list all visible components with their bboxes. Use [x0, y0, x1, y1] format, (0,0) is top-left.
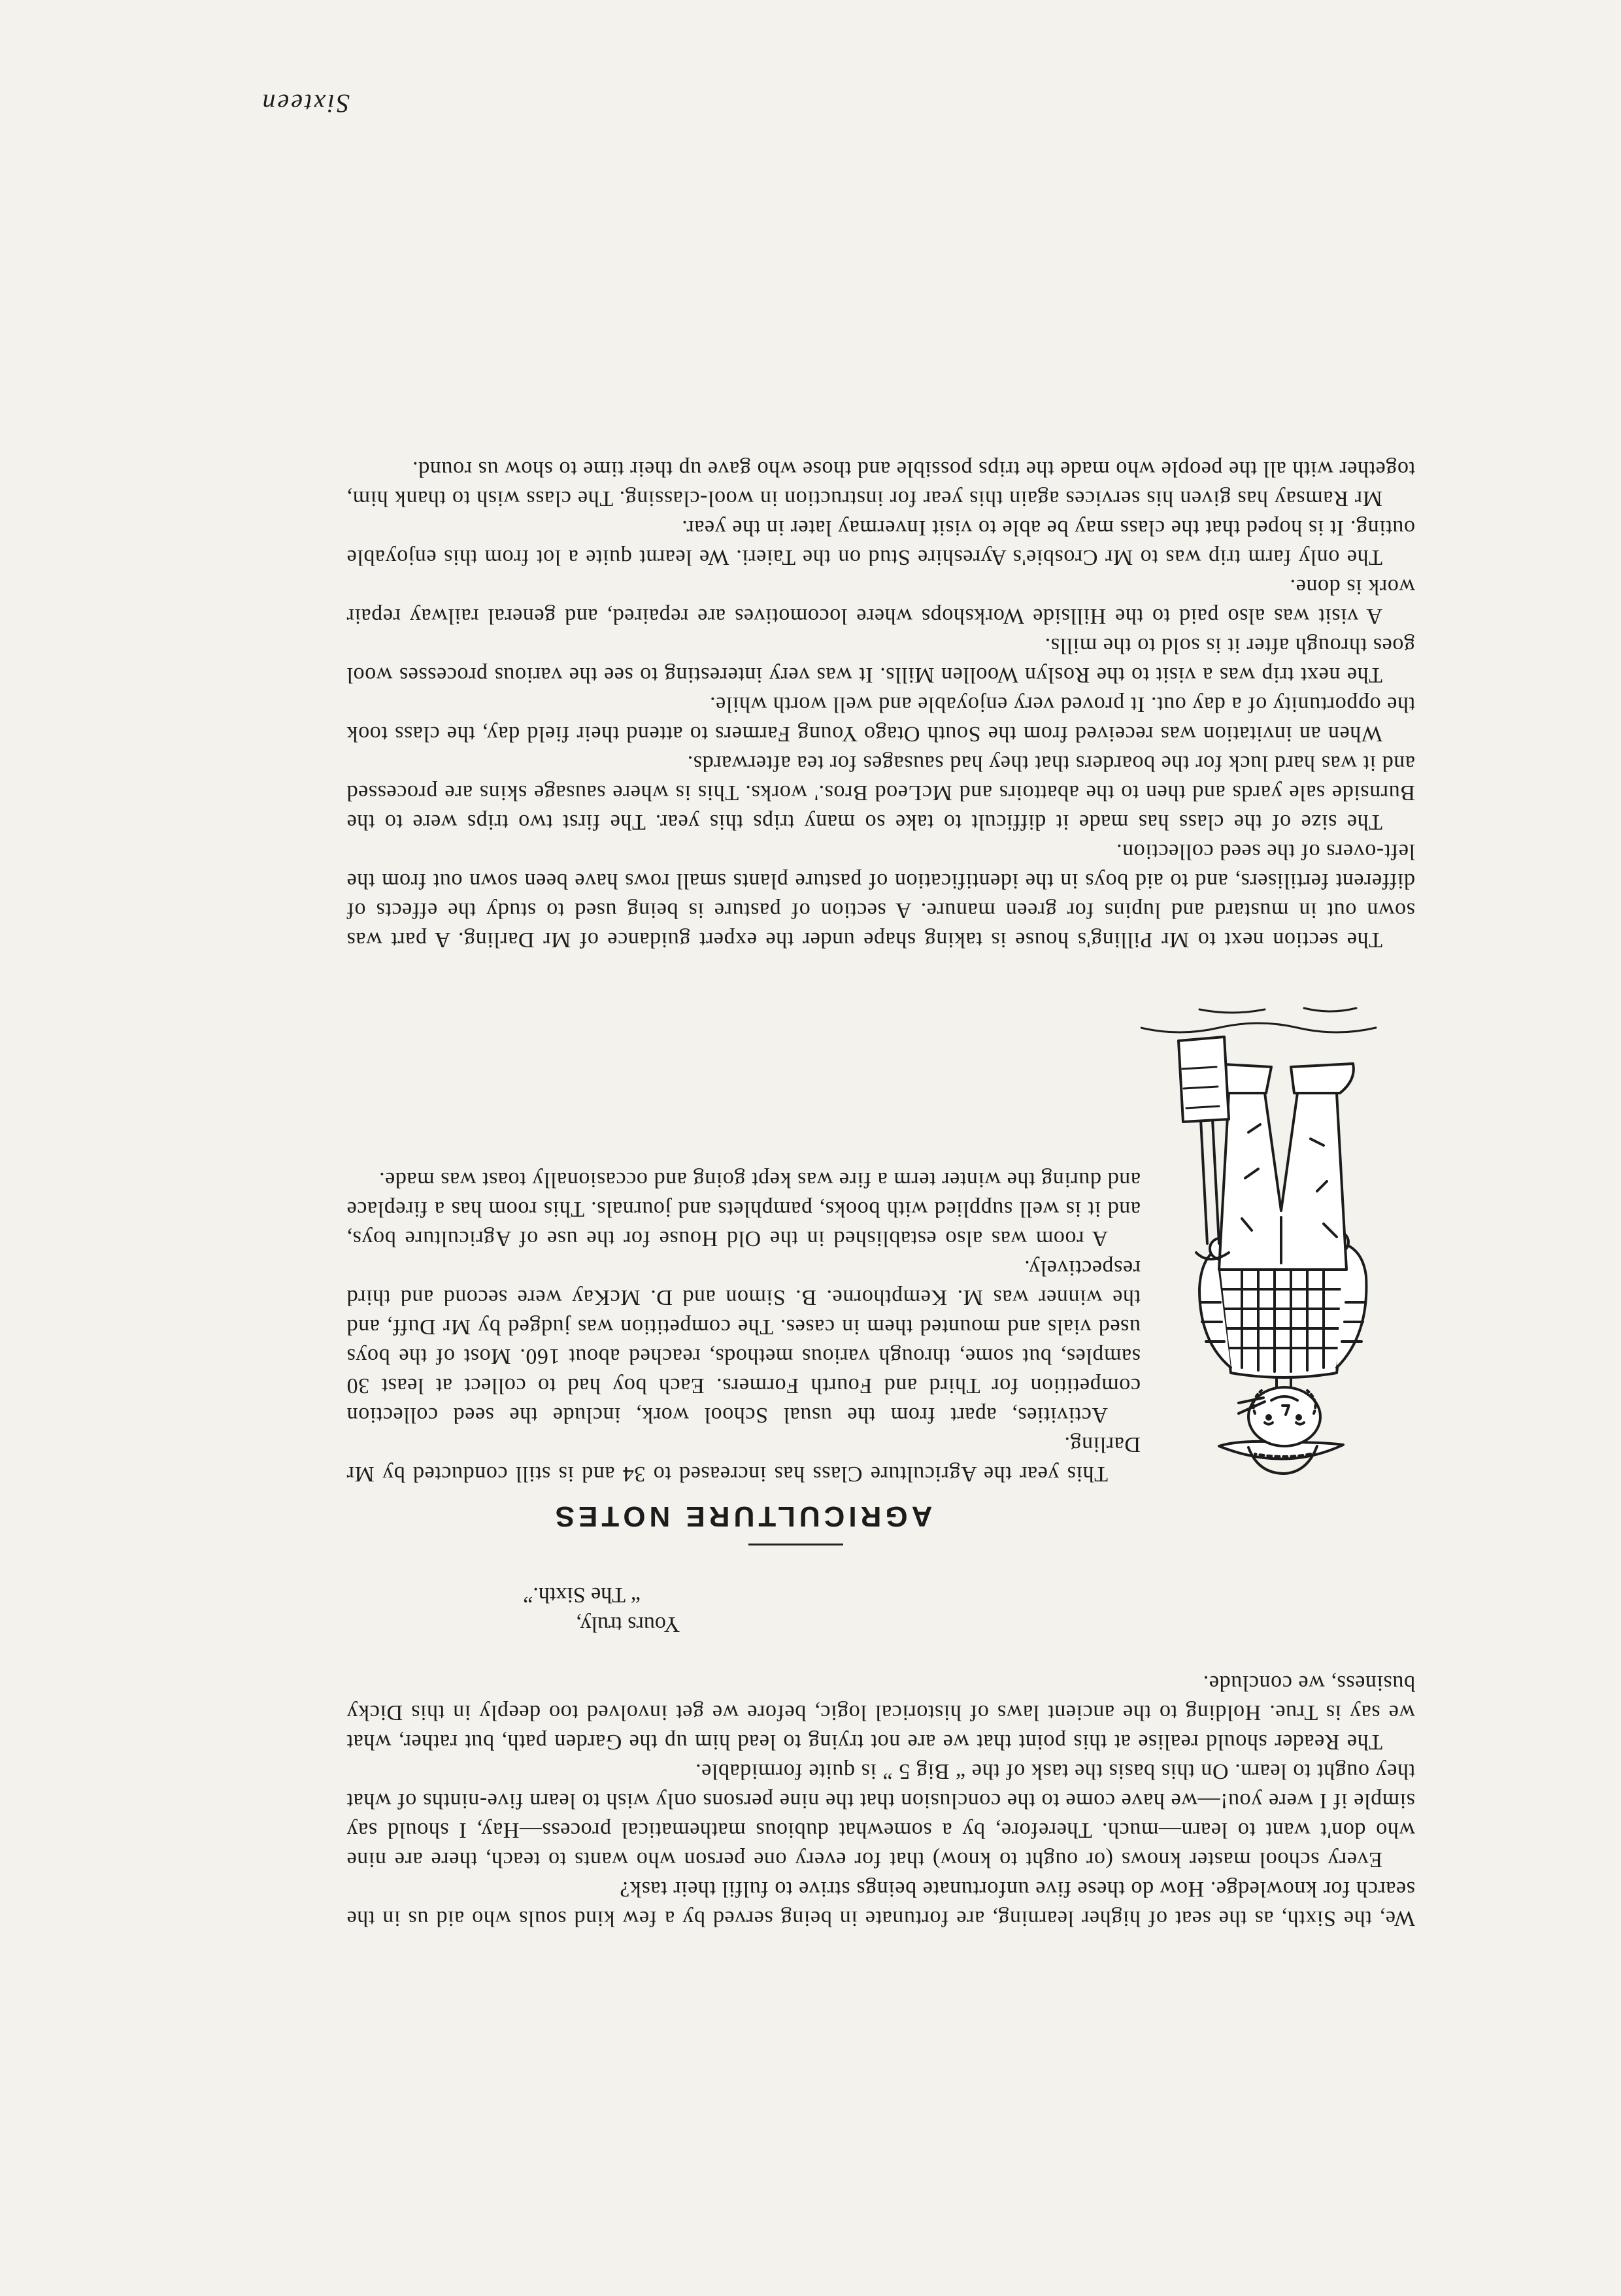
paragraph: The Reader should realise at this point that we are not trying to lead him up the Garden path, but rather, what we say is True. Holding to the ancient laws of historical logic, before we get involved too deeply in this Dicky business, we conclude. [346, 1671, 1415, 1754]
paragraph: The only farm trip was to Mr Crosbie's Ayreshire Stud on the Taieri. We learnt quite a lot from this enjoyable outing. It is hoped that the class may be able to visit Invermay later in the year. [346, 516, 1415, 569]
paragraph: When an invitation was received from the South Otago Young Farmers to attend their field day, the class took the opportunity of a day out. It proved very enjoyable and well worth while. [346, 692, 1415, 746]
farmer-drawing [1141, 975, 1415, 1485]
paragraph: Every school master knows (or ought to know) that for every one person who wants to teach, there are nine who don't want to learn—much. Therefore, by a somewhat dubious mathematical process—Hay, I should say simple if I were you!—we have come to the conclusion that the nine persons only wish to learn five-ninths of what they ought to learn. On this basis the task of the “ Big 5 ” is quite formidable. [346, 1759, 1415, 1872]
paragraph: The size of the class has made it difficult to take so many trips this year. The first two trips were to the Burnside sale yards and then to the abattoirs and McLeod Bros.' works. This is where sausage skins are processed and it was hard luck for the boarders that they had sausages for tea afterwards. [346, 751, 1415, 834]
paragraph: This year the Agriculture Class has increased to 34 and is still conducted by Mr Darling. [346, 1432, 1141, 1486]
page-number: Sixteen [260, 89, 350, 118]
letter-signoff [523, 1580, 680, 1639]
sixth-form-letter [346, 1668, 1415, 1933]
paragraph: The section next to Mr Pilling's house is taking shape under the expert guidance of Mr Darling. A part was sown out in mustard and lupins for green manure. A section of pasture is being used to study the effects of different fertilisers, and to aid boys in the identification of pasture plants small rows have been sown out from the left-overs of the seed collection. [346, 839, 1415, 952]
signoff-closing: Yours truly, [576, 1612, 680, 1636]
agriculture-notes-body [346, 454, 1415, 954]
agriculture-notes-wrapped [346, 1165, 1141, 1489]
paragraph: Activities, apart from the usual School work, include the seed collection competition for Third and Fourth Formers. Each boy had to collect at least 30 samples, but some, through various methods, reached about 160. Most of the boys used vials and mounted them in cases. The competition was judged by Mr Duff, and the winner was M. Kempthorne. B. Simon and D. McKay were second and third respectively. [346, 1256, 1141, 1427]
paragraph: The next trip was a visit to the Roslyn Woollen Mills. It was very interesting to see the various processes wool goes through after it is sold to the mills. [346, 633, 1415, 687]
paragraph: A visit was also paid to the Hillside Workshops where locomotives are repaired, and general railway repair work is done. [346, 575, 1415, 628]
signoff-signature: “ The Sixth.” [523, 1583, 641, 1607]
paragraph: A room was also established in the Old House for the use of Agriculture boys, and it is well supplied with books, pamphlets and journals. This room has a fireplace and during the winter term a fire was kept going and occasionally toast was made. [346, 1168, 1141, 1251]
paragraph: We, the Sixth, as the seat of higher learning, are fortunate in being served by a few kind souls who aid us in the search for knowledge. How do these five unfortunate beings strive to fulfil their task? [346, 1877, 1415, 1931]
section-divider [748, 1544, 843, 1545]
farmer-with-spade-illustration [1141, 975, 1415, 1485]
section-heading: AGRICULTURE NOTES [551, 1500, 933, 1532]
paragraph: Mr Ramsay has given his services again this year for instruction in wool-classing. The class wish to thank him, together with all the people who made the trips possible and those who gave up their time to show us round. [346, 457, 1415, 511]
